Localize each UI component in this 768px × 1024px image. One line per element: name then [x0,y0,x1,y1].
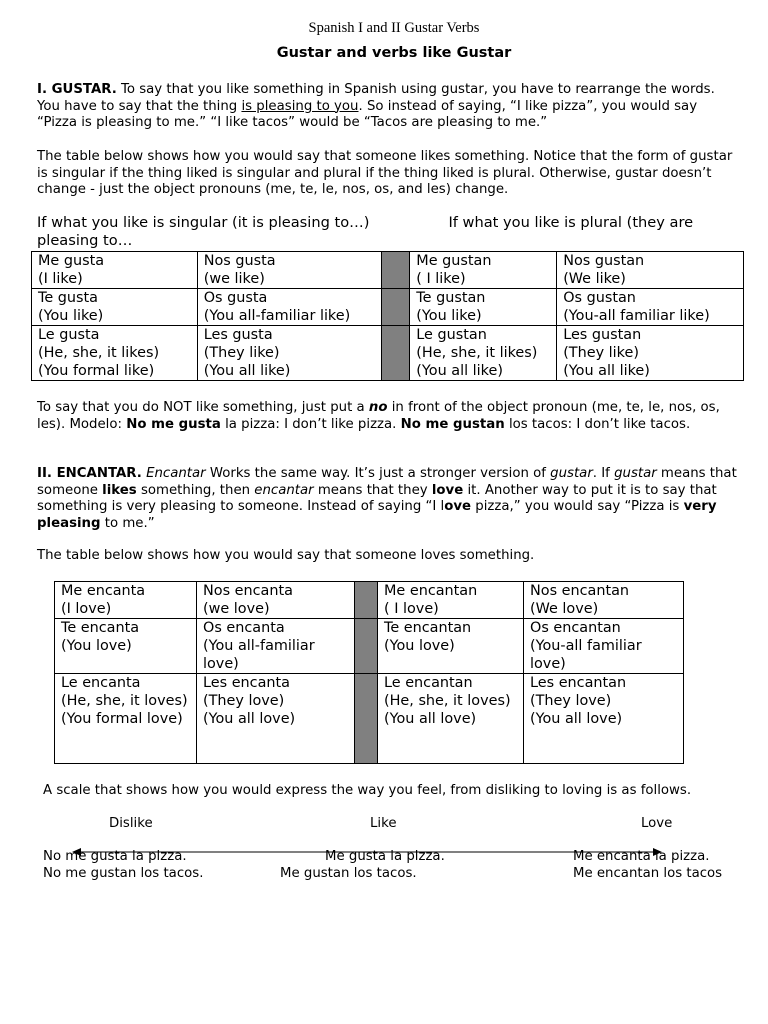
verb-form: Nos encanta [203,583,293,599]
verb-form: Le gustan [416,327,487,343]
verb-form: Les encanta [203,675,290,691]
verb-form: Me gusta [38,253,105,269]
verb-form: Nos gusta [203,253,276,269]
table-row [55,582,684,619]
scale-label-love: Love [641,816,673,831]
table-row [32,326,744,381]
verb-form: Le encanta [61,675,141,691]
translation: (I love) [61,601,112,617]
encantar-text-12: it. Another way to put it is to say that something is very pleasing to someone. Instead of saying “I l [37,482,717,514]
verb-form: Os encantan [530,620,621,636]
table-cell [524,582,684,619]
translation: (we love) [203,601,270,617]
table-row [55,674,684,764]
encantar-text-11: love [431,482,464,498]
shaded-divider-cell [355,619,378,674]
document-header: Spanish I and II Gustar Verbs [308,20,480,36]
encantar-table-intro: The table below shows how you would say that someone loves something. [37,548,535,563]
translation: (He, she, it loves) [384,693,511,709]
translation: (He, she, it loves) [61,693,188,709]
verb-form: Os gusta [203,290,268,306]
table-cell [410,252,557,289]
table-cell [197,252,381,289]
table-cell [557,289,744,326]
shaded-divider-cell [355,582,378,619]
verb-form: Te encanta [61,620,140,636]
verb-form: Les encantan [530,675,627,691]
table-row [32,252,744,289]
plural-heading: If what you like is plural (they are pleasing to… [37,214,694,249]
translation: (You all like) [203,363,291,379]
translation: (He, she, it likes) [416,345,538,361]
like-example-2: Me gustan los tacos. [280,866,417,881]
encantar-text-16: to me.” [100,515,155,531]
dislike-example-1: No me gusta la pizza. [43,849,187,864]
verb-form: Te encantan [384,620,472,636]
underlined-phrase: is pleasing to you [241,98,359,114]
translation: (You all like) [416,363,503,379]
verb-form: Nos gustan [563,253,645,269]
example-no-me-gusta: No me gusta [126,416,221,432]
example-no-me-gustan: No me gustan [400,416,505,432]
translation: (You formal love) [61,711,183,727]
table-cell [378,674,524,764]
translation: (You like) [38,308,104,324]
translation: (He, she, it likes) [38,345,160,361]
table-cell [524,674,684,764]
negation-text-3: la pizza: I don’t like pizza. [220,416,401,432]
table-cell [197,289,381,326]
verb-form: Le gusta [38,327,100,343]
translation: (You all-familiar like) [203,308,351,324]
translation: (You-all familiar like) [563,308,710,324]
translation: (You all love) [203,711,296,727]
table-cell [557,252,744,289]
table-cell [197,326,381,381]
translation: (You all love) [384,711,477,727]
table-cell [197,674,355,764]
column-headings [37,214,737,250]
negation-paragraph [37,400,737,433]
translation: (You all-familiar love) [203,638,315,672]
table-cell [32,289,198,326]
dislike-example-2: No me gustan los tacos. [43,866,204,881]
gustar-intro-paragraph [37,82,737,132]
table-cell [55,582,197,619]
translation: (You like) [416,308,482,324]
verb-form: Te gustan [416,290,486,306]
translation: (I like) [38,271,83,287]
table-cell [410,326,557,381]
translation: (You-all familiar love) [530,638,642,672]
scale-label-dislike: Dislike [109,816,153,831]
translation: (They like) [203,345,280,361]
translation: (They like) [563,345,639,361]
encantar-text-10: means that they [313,482,432,498]
verb-form: Me encanta [61,583,146,599]
table-cell [55,674,197,764]
negation-text-2: in front of the object pronoun (me, te, le, nos, os, les). Modelo: [37,400,720,432]
gustar-table [31,251,744,381]
encantar-text-13: ove [444,499,472,514]
table-cell [32,252,198,289]
encantar-text-1: Encantar [146,466,206,481]
negation-text-4: los tacos: I don’t like tacos. [504,416,691,432]
verb-form: Le encantan [384,675,473,691]
scale-label-like: Like [370,816,397,831]
verb-form: Os gustan [563,290,636,306]
translation: (We like) [563,271,626,287]
encantar-text-6: means that someone [37,466,737,498]
shaded-divider-cell [381,289,410,326]
verb-form: Te gusta [38,290,98,306]
shaded-divider-cell [355,674,378,764]
verb-form: Les gusta [203,327,273,343]
encantar-text-4: . If [592,466,615,481]
encantar-text-8: something, then [136,482,255,498]
verb-form: Les gustan [563,327,642,343]
table-cell [378,582,524,619]
table-cell [378,619,524,674]
translation: (They love) [530,693,612,709]
translation: (You love) [61,638,132,654]
table-row [55,619,684,674]
encantar-text-7: likes [102,482,137,498]
section-heading-encantar: II. ENCANTAR. [37,466,142,481]
section-heading-gustar: I. GUSTAR. [37,82,117,97]
translation: (You all like) [563,363,650,379]
verb-form: Me encantan [384,583,478,599]
table-cell [410,289,557,326]
translation: ( I like) [416,271,466,287]
table-cell [197,582,355,619]
intro-text-2: . So instead of saying, “I like pizza”, you would say “Pizza is pleasing to me.” “I like tacos” would be “Tacos are pleasing to me.” [37,98,698,130]
gustar-table-intro: The table below shows how you would say that someone likes something. Notice that the form of gustar is singular if the thing liked is singular and plural if the thing liked is plural. Otherwise, gustar doesn’t change - just the object pronouns (me, te, le, nos, os, and les) change. [37,149,733,197]
encantar-text-15: very pleasing [37,499,717,531]
encantar-text-5: gustar [614,466,657,481]
translation: (we like) [203,271,265,287]
scale-intro: A scale that shows how you would express the way you feel, from disliking to loving is as follows. [43,783,692,798]
verb-form: Os encanta [203,620,285,636]
encantar-text-3: gustar [550,466,593,481]
table-cell [32,326,198,381]
table-row [32,289,744,326]
verb-form: Nos encantan [530,583,630,599]
page-title: Gustar and verbs like Gustar [276,45,512,61]
love-example-1: Me encanta la pizza. [573,849,710,864]
table-cell [524,619,684,674]
encantar-text-9: encantar [254,482,314,498]
no-word: no [368,400,388,415]
encantar-text-14: pizza,” you would say “Pizza is [471,499,684,514]
encantar-paragraph [37,466,737,532]
translation: (You love) [384,638,455,654]
translation: ( I love) [384,601,439,617]
table-cell [197,619,355,674]
translation: (You all love) [530,711,623,727]
table-cell [55,619,197,674]
shaded-divider-cell [381,252,410,289]
verb-form: Me gustan [416,253,492,269]
negation-text-1: To say that you do NOT like something, just put a [37,400,369,415]
table-cell [557,326,744,381]
encantar-table [54,581,684,764]
like-example-1: Me gusta la pizza. [325,849,445,864]
translation: (They love) [203,693,285,709]
shaded-divider-cell [381,326,410,381]
encantar-text-2: Works the same way. It’s just a stronger version of [205,466,551,481]
translation: (You formal like) [38,363,155,379]
translation: (We love) [530,601,599,617]
singular-heading: If what you like is singular (it is pleasing to…) [37,214,370,231]
love-example-2: Me encantan los tacos [573,866,723,881]
intro-text-1: To say that you like something in Spanish using gustar, you have to rearrange the words. You have to say that the thing [37,82,715,114]
